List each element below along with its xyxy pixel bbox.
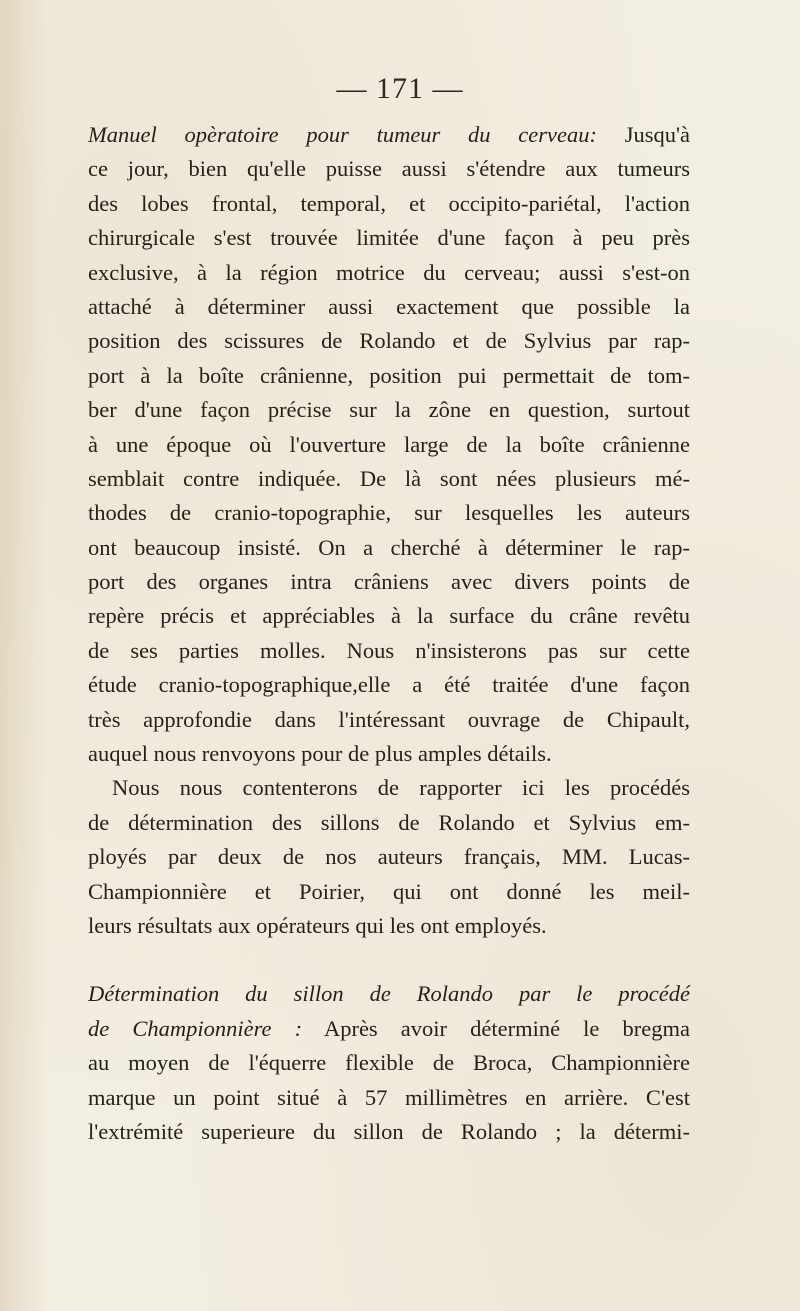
text-line: au moyen de l'équerre flexible de Broca, Championnière xyxy=(88,1050,690,1076)
text-line: auquel nous renvoyons pour de plus amples détails. xyxy=(88,741,552,767)
text-fragment: Après avoir déterminé le bregma xyxy=(302,1015,690,1041)
text-line: attaché à déterminer aussi exactement que possible la xyxy=(88,293,690,319)
text-line: très approfondie dans l'intéressant ouvrage de Chipault, xyxy=(88,706,690,732)
text-fragment: Jusqu'à xyxy=(596,122,690,147)
text-line: Nous nous contenterons de rapporter ici les procédés xyxy=(112,775,690,801)
text-line: exclusive, à la région motrice du cerveau; aussi s'est-on xyxy=(88,259,690,285)
page-edge-shading xyxy=(0,0,48,1311)
text-line: port à la boîte crânienne, position pui permettait de tom- xyxy=(88,362,690,388)
text-line: chirurgicale s'est trouvée limitée d'une façon à peu près xyxy=(88,225,690,251)
section-heading-cont: de Championnière : xyxy=(88,1015,303,1041)
section-heading: Détermination du sillon de Rolando par le procédé xyxy=(88,981,690,1007)
page-number: — 171 — xyxy=(336,72,464,105)
text-line: l'extrémité superieure du sillon de Rolando ; la détermi- xyxy=(88,1118,690,1144)
text-line: de ses parties molles. Nous n'insisterons pas sur cette xyxy=(88,637,690,663)
text-line: port des organes intra crâniens avec divers points de xyxy=(88,569,690,595)
text-line xyxy=(88,1012,690,1046)
text-line: étude cranio-topographique,elle a été traitée d'une façon xyxy=(88,672,690,698)
text-line: position des scissures de Rolando et de Sylvius par rap- xyxy=(88,328,690,354)
text-line: marque un point situé à 57 millimètres en arrière. C'est xyxy=(88,1084,690,1110)
text-line: Championnière et Poirier, qui ont donné les meil- xyxy=(88,878,690,904)
text-line: ont beaucoup insisté. On a cherché à déterminer le rap- xyxy=(88,534,690,560)
section-heading: Manuel opèratoire pour tumeur du cerveau: xyxy=(88,122,597,147)
text-line: ployés par deux de nos auteurs français, MM. Lucas- xyxy=(88,844,690,870)
text-line: leurs résultats aux opérateurs qui les ont employés. xyxy=(88,912,547,938)
text-line: à une époque où l'ouverture large de la boîte crânienne xyxy=(88,431,690,457)
text-line: thodes de cranio-topographie, sur lesquelles les auteurs xyxy=(88,500,690,526)
text-line: des lobes frontal, temporal, et occipito-pariétal, l'action xyxy=(88,190,690,216)
text-line: repère précis et appréciables à la surface du crâne revêtu xyxy=(88,603,690,629)
text-line xyxy=(88,118,690,152)
text-line: semblait contre indiquée. De là sont nées plusieurs mé- xyxy=(88,465,690,491)
text-line: ce jour, bien qu'elle puisse aussi s'étendre aux tumeurs xyxy=(88,156,690,182)
text-line: de détermination des sillons de Rolando et Sylvius em- xyxy=(88,809,690,835)
body-text xyxy=(88,118,690,1149)
paragraph-gap xyxy=(88,943,690,977)
text-line: ber d'une façon précise sur la zône en question, surtout xyxy=(88,397,690,423)
